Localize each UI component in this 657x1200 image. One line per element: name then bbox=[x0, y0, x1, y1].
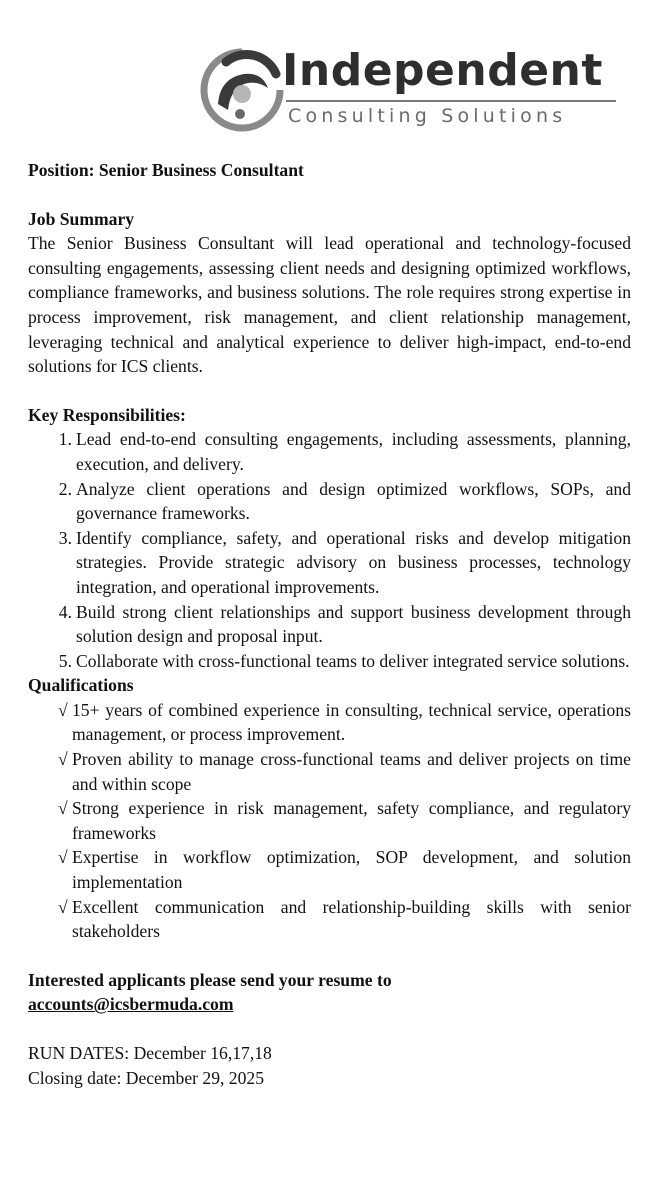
responsibilities-list bbox=[28, 427, 631, 673]
apply-instruction: Interested applicants please send your resume to bbox=[28, 969, 392, 990]
contact-email-link[interactable]: accounts@icsbermuda.com bbox=[28, 994, 234, 1015]
ics-logo-mark-icon bbox=[196, 44, 288, 136]
qualification-item: √ Proven ability to manage cross-functional teams and deliver projects on time and within scope bbox=[28, 747, 631, 796]
checkmark-icon: √ bbox=[58, 847, 68, 868]
qualification-item: √ Strong experience in risk management, safety compliance, and regulatory frameworks bbox=[28, 796, 631, 845]
responsibility-item: 1. Lead end-to-end consulting engagements, including assessments, planning, execution, and delivery. bbox=[58, 429, 631, 474]
qualification-item: √ Excellent communication and relationship-building skills with senior stakeholders bbox=[28, 895, 631, 944]
ad-body bbox=[28, 158, 631, 1090]
qualifications-heading: Qualifications bbox=[28, 675, 134, 696]
responsibility-item: 3. Identify compliance, safety, and operational risks and develop mitigation strategies. Provide strategic advisory on business processes, technology integration, and operational improvements. bbox=[58, 527, 631, 597]
responsibility-item: 5. Collaborate with cross-functional teams to deliver integrated service solutions. bbox=[58, 650, 630, 671]
company-logo bbox=[196, 44, 626, 136]
checkmark-icon: √ bbox=[58, 896, 68, 917]
run-dates: RUN DATES: December 16,17,18 bbox=[28, 1043, 272, 1063]
logo-divider bbox=[286, 100, 616, 102]
checkmark-icon: √ bbox=[58, 699, 68, 720]
logo-subtitle: Consulting Solutions bbox=[288, 105, 567, 127]
qualification-item: √ Expertise in workflow optimization, SOP development, and solution implementation bbox=[28, 845, 631, 894]
responsibility-item: 2. Analyze client operations and design optimized workflows, SOPs, and governance frameworks. bbox=[58, 478, 631, 524]
checkmark-icon: √ bbox=[58, 798, 68, 819]
qualifications-list bbox=[28, 698, 631, 944]
closing-date: Closing date: December 29, 2025 bbox=[28, 1067, 264, 1088]
responsibility-item: 4. Build strong client relationships and support business development through solution design and proposal input. bbox=[58, 601, 631, 647]
qualification-item: √ 15+ years of combined experience in consulting, technical service, operations management, or process improvement. bbox=[28, 698, 631, 747]
position-title: Position: Senior Business Consultant bbox=[28, 160, 304, 180]
checkmark-icon: √ bbox=[58, 749, 68, 770]
logo-company-name: Independent bbox=[282, 45, 603, 96]
job-summary-heading: Job Summary bbox=[28, 208, 135, 229]
responsibilities-heading: Key Responsibilities: bbox=[28, 404, 186, 425]
job-summary-text: The Senior Business Consultant will lead operational and technology-focused consulting engagements, assessing client needs and designing optimized workflows, compliance frameworks, and business solutions. The role requires strong expertise in process improvement, risk management, and client relationship management, leveraging technical and analytical experience to deliver high-impact, end-to-end solutions for ICS clients. bbox=[28, 233, 631, 377]
